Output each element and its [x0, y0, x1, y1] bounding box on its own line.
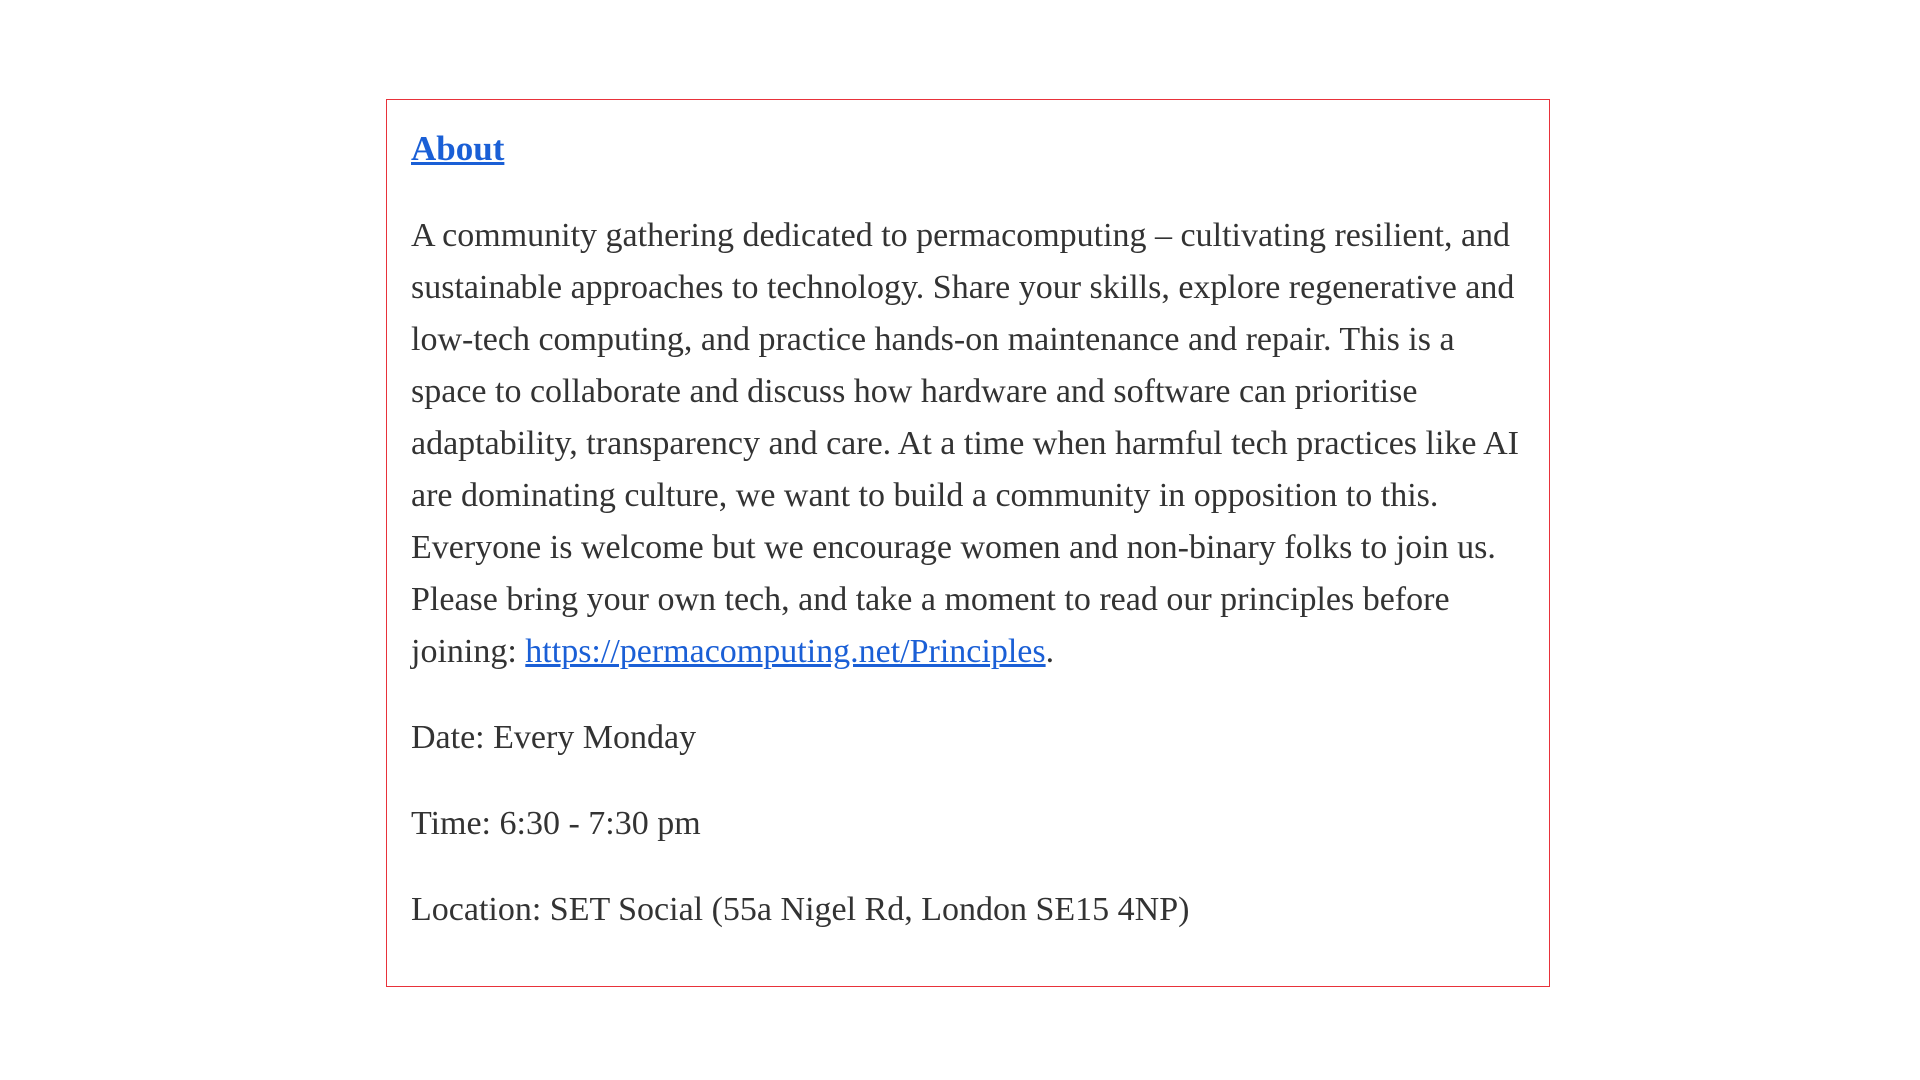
event-time: Time: 6:30 - 7:30 pm [411, 805, 701, 842]
about-heading [411, 128, 1525, 170]
event-location: Location: SET Social (55a Nigel Rd, London SE15 4NP) [411, 891, 1190, 928]
about-heading-link[interactable]: About [411, 129, 505, 168]
about-description [411, 210, 1527, 678]
about-description-end: . [1045, 633, 1055, 670]
principles-link[interactable]: https://permacomputing.net/Principles [525, 633, 1046, 670]
about-panel [386, 99, 1550, 987]
about-description-text: A community gathering dedicated to permacomputing – cultivating resilient, and sustainable approaches to technology. Share your skills, explore regenerative and low-tech computing, and practice hands-on maintenance and repair. This is a space to collaborate and discuss how hardware and software can prioritise adaptability, transparency and care. At a time when harmful tech practices like AI are dominating culture, we want to build a community in opposition to this. Everyone is welcome but we encourage women and non-binary folks to join us. Please bring your own tech, and take a moment to read our principles before joining: [411, 217, 1520, 670]
event-date: Date: Every Monday [411, 719, 697, 756]
